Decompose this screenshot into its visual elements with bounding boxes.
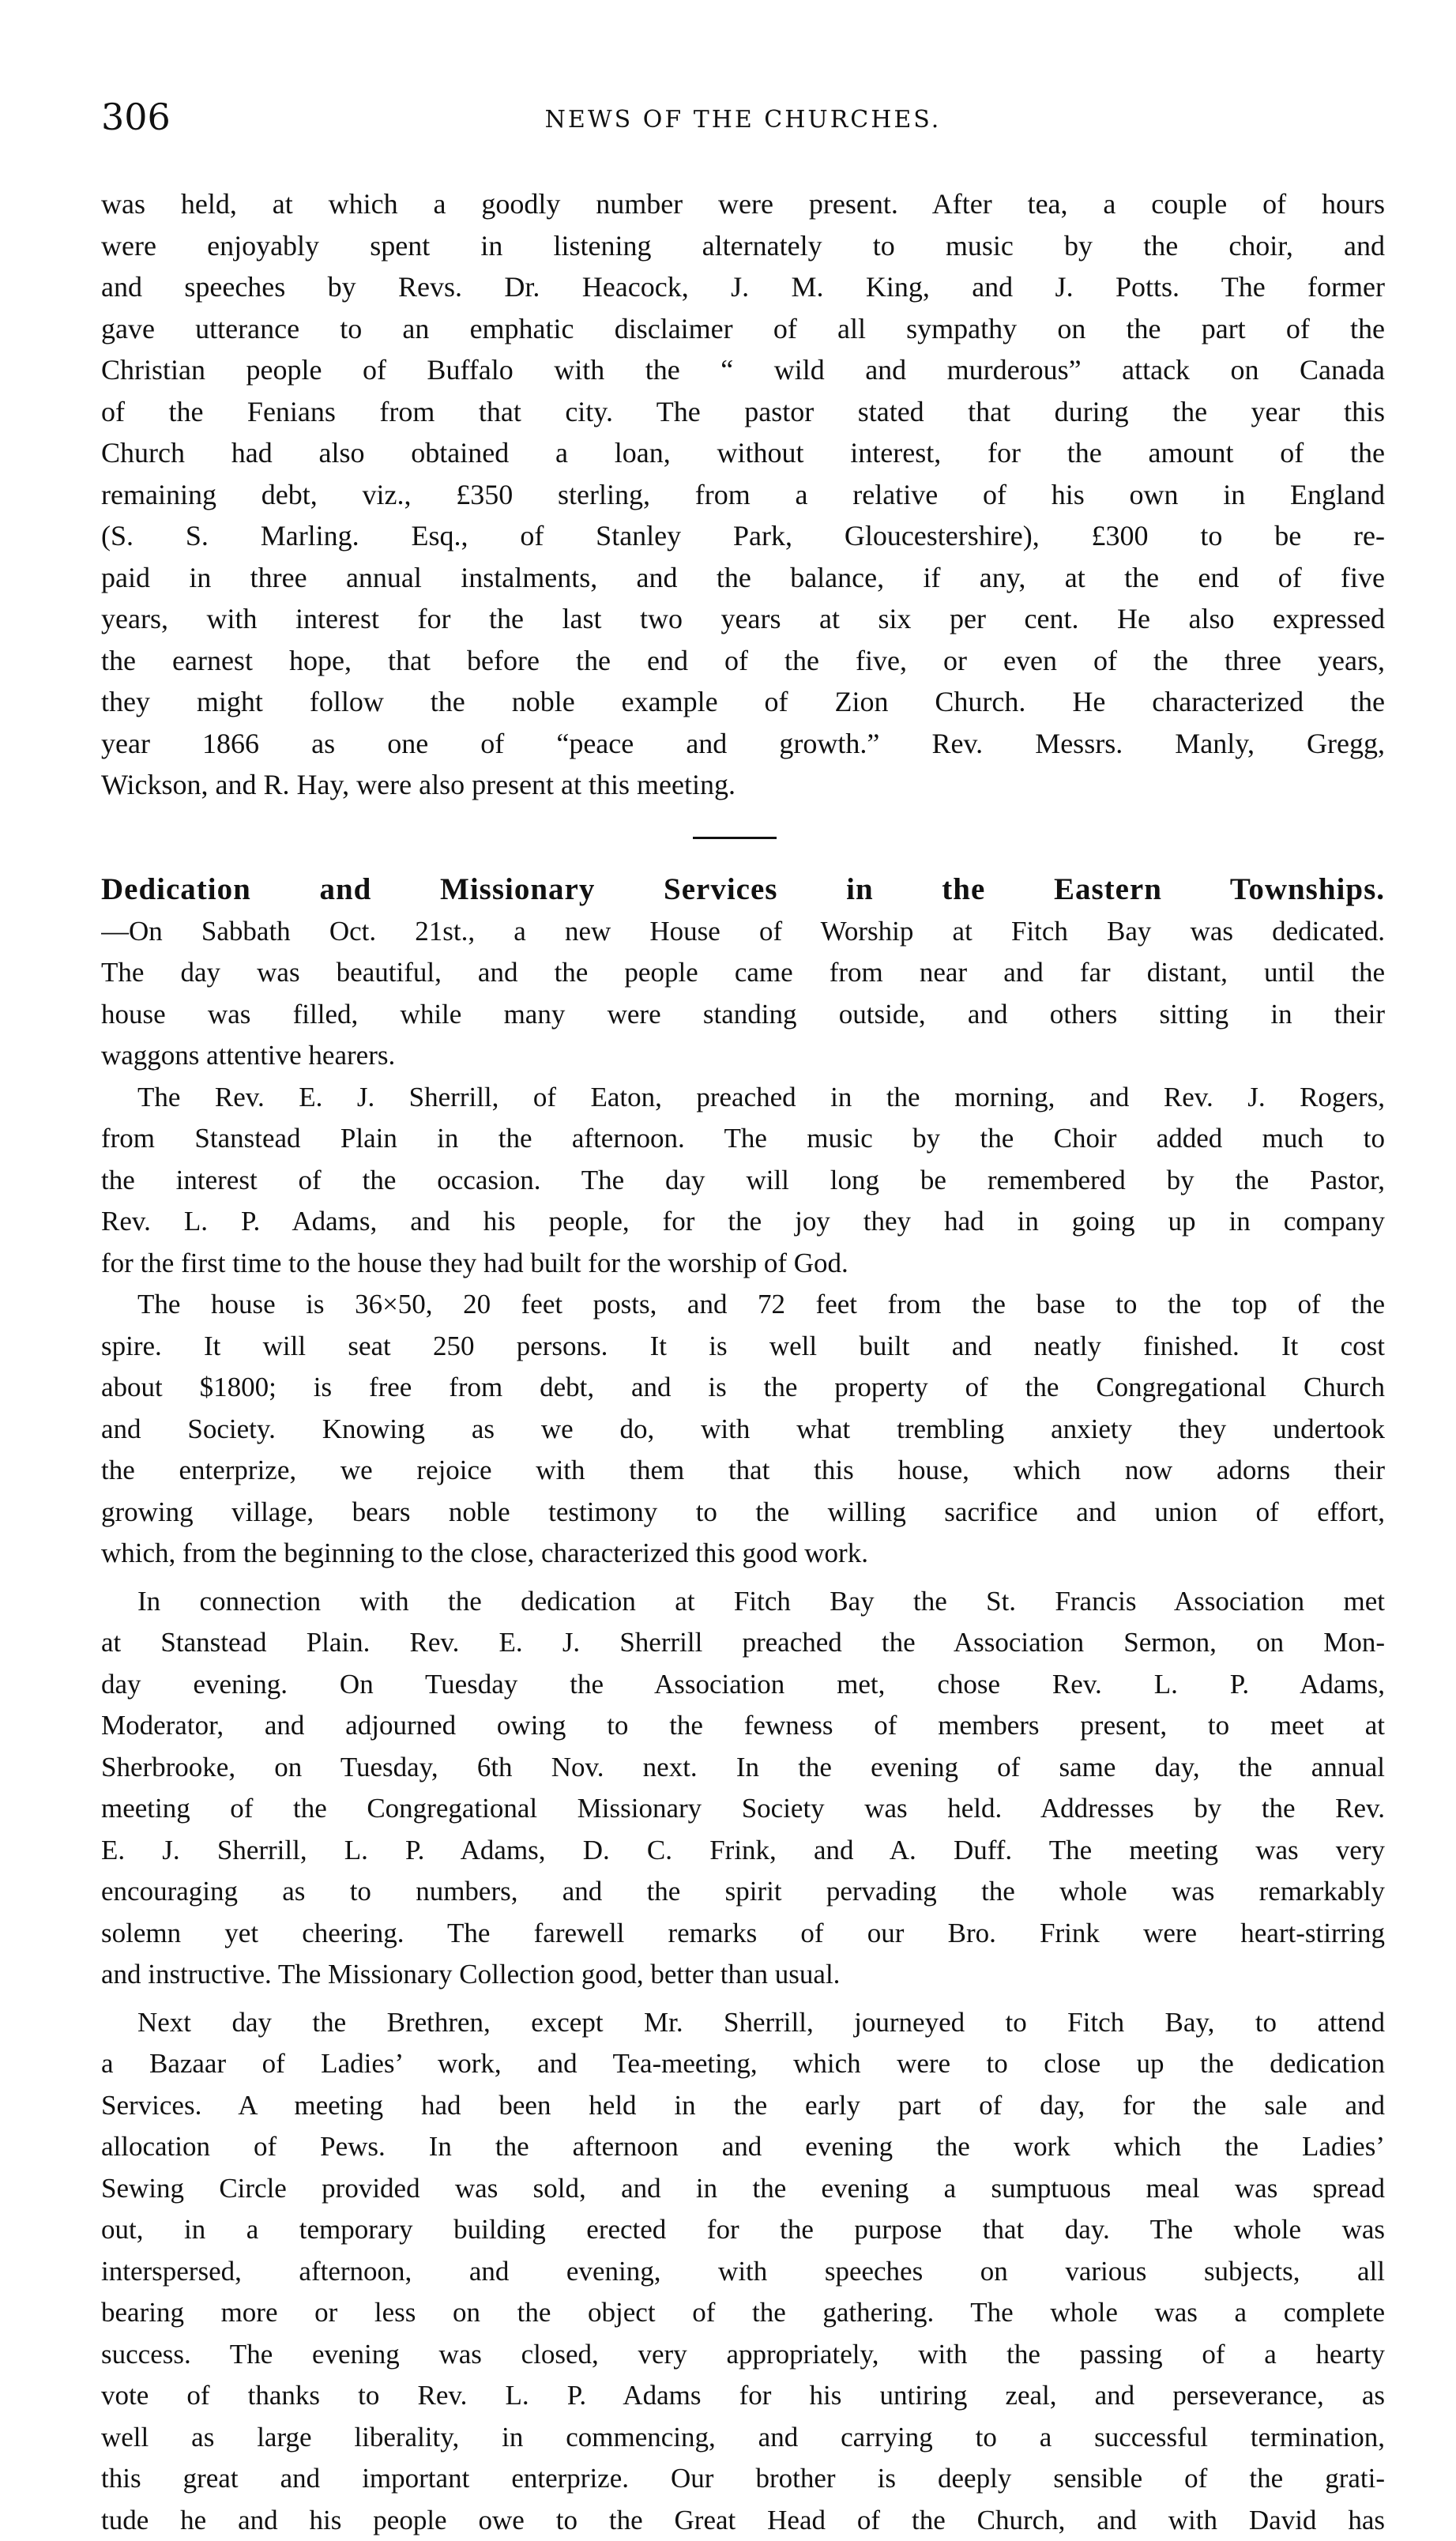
paragraph-gap (101, 1575, 1385, 1581)
text-line: and instructive. The Missionary Collection good, better than usual. (101, 1954, 1385, 1996)
text-line: which, from the beginning to the close, characterized this good work. (101, 1533, 1385, 1575)
text-line: In connection with the dedication at Fitch Bay the St. Francis Association met (101, 1581, 1385, 1623)
text-line: interspersed, afternoon, and evening, with speeches on various subjects, all (101, 2251, 1385, 2293)
text-line: The day was beautiful, and the people came from near and far distant, until the (101, 952, 1385, 994)
section-divider (693, 837, 777, 839)
text-line: Moderator, and adjourned owing to the fewness of members present, to meet at (101, 1705, 1385, 1747)
text-line: bearing more or less on the object of the gathering. The whole was a complete (101, 2292, 1385, 2334)
text-line: a Bazaar of Ladies’ work, and Tea-meeting, which were to close up the dedication (101, 2043, 1385, 2085)
paragraph-2 (101, 1077, 1385, 1285)
text-line: the earnest hope, that before the end of the five, or even of the three years, (101, 640, 1385, 682)
text-line: years, with interest for the last two years at six per cent. He also expressed (101, 598, 1385, 640)
section-heading: Dedication and Missionary Services in the Eastern Townships. (101, 869, 1385, 911)
paragraph-1 (101, 911, 1385, 1077)
text-line: and speeches by Revs. Dr. Heacock, J. M. King, and J. Potts. The former (101, 266, 1385, 308)
text-line: solemn yet cheering. The farewell remarks of our Bro. Frink were heart-stirring (101, 1913, 1385, 1955)
running-head (101, 93, 1385, 141)
text-line: growing village, bears noble testimony to the willing sacrifice and union of effort, (101, 1492, 1385, 1534)
text-line: —On Sabbath Oct. 21st., a new House of Worship at Fitch Bay was dedicated. (101, 911, 1385, 953)
text-line: they might follow the noble example of Zion Church. He characterized the (101, 681, 1385, 723)
text-line: Sherbrooke, on Tuesday, 6th Nov. next. In the evening of same day, the annual (101, 1747, 1385, 1789)
text-line: the interest of the occasion. The day will long be remembered by the Pastor, (101, 1160, 1385, 1202)
text-line: out, in a temporary building erected for the purpose that day. The whole was (101, 2209, 1385, 2251)
text-line: day evening. On Tuesday the Association met, chose Rev. L. P. Adams, (101, 1664, 1385, 1706)
text-line: and Society. Knowing as we do, with what trembling anxiety they undertook (101, 1409, 1385, 1451)
text-line: well as large liberality, in commencing, and carrying to a successful termination, (101, 2417, 1385, 2459)
text-line: tude he and his people owe to the Great Head of the Church, and with David has (101, 2500, 1385, 2541)
text-line: success. The evening was closed, very appropriately, with the passing of a hearty (101, 2334, 1385, 2376)
text-line: house was filled, while many were standing outside, and others sitting in their (101, 994, 1385, 1036)
text-line: were enjoyably spent in listening alternately to music by the choir, and (101, 225, 1385, 267)
text-line: encouraging as to numbers, and the spirit pervading the whole was remarkably (101, 1871, 1385, 1913)
text-line: The Rev. E. J. Sherrill, of Eaton, preached in the morning, and Rev. J. Rogers, (101, 1077, 1385, 1119)
text-line: year 1866 as one of “peace and growth.” Rev. Messrs. Manly, Gregg, (101, 723, 1385, 765)
text-line: gave utterance to an emphatic disclaimer of all sympathy on the part of the (101, 308, 1385, 350)
text-line: Next day the Brethren, except Mr. Sherrill, journeyed to Fitch Bay, to attend (101, 2002, 1385, 2044)
text-line: The house is 36×50, 20 feet posts, and 72 feet from the base to the top of the (101, 1284, 1385, 1326)
text-line: meeting of the Congregational Missionary Society was held. Addresses by the Rev. (101, 1788, 1385, 1830)
text-line: the enterprize, we rejoice with them that this house, which now adorns their (101, 1450, 1385, 1492)
text-line: paid in three annual instalments, and the balance, if any, at the end of five (101, 557, 1385, 599)
text-line: of the Fenians from that city. The pastor stated that during the year this (101, 391, 1385, 433)
section-one-text (101, 183, 1385, 806)
text-line: for the first time to the house they had built for the worship of God. (101, 1243, 1385, 1285)
paragraph-3 (101, 1284, 1385, 1575)
section-two-text (101, 869, 1385, 2541)
paragraph-gap (101, 1996, 1385, 2002)
paragraph-4 (101, 1581, 1385, 1996)
text-line: (S. S. Marling. Esq., of Stanley Park, Gloucestershire), £300 to be re- (101, 515, 1385, 557)
text-line: Rev. L. P. Adams, and his people, for the joy they had in going up in company (101, 1201, 1385, 1243)
text-line: about $1800; is free from debt, and is the property of the Congregational Church (101, 1367, 1385, 1409)
running-title: NEWS OF THE CHURCHES. (101, 96, 1385, 144)
text-line: spire. It will seat 250 persons. It is well built and neatly finished. It cost (101, 1326, 1385, 1368)
page-number: 306 (101, 93, 171, 141)
text-line: at Stanstead Plain. Rev. E. J. Sherrill preached the Association Sermon, on Mon- (101, 1622, 1385, 1664)
text-line: Wickson, and R. Hay, were also present at this meeting. (101, 764, 1385, 806)
text-line: Church had also obtained a loan, without interest, for the amount of the (101, 432, 1385, 474)
text-line: remaining debt, viz., £350 sterling, from a relative of his own in England (101, 474, 1385, 516)
text-line: this great and important enterprize. Our brother is deeply sensible of the grati- (101, 2458, 1385, 2500)
text-line: Sewing Circle provided was sold, and in the evening a sumptuous meal was spread (101, 2168, 1385, 2210)
text-line: vote of thanks to Rev. L. P. Adams for his untiring zeal, and perseverance, as (101, 2375, 1385, 2417)
text-line: waggons attentive hearers. (101, 1035, 1385, 1077)
paragraph-5 (101, 2002, 1385, 2541)
text-line: allocation of Pews. In the afternoon and evening the work which the Ladies’ (101, 2126, 1385, 2168)
text-line: from Stanstead Plain in the afternoon. The music by the Choir added much to (101, 1118, 1385, 1160)
text-line: E. J. Sherrill, L. P. Adams, D. C. Frink, and A. Duff. The meeting was very (101, 1830, 1385, 1872)
text-line: Services. A meeting had been held in the early part of day, for the sale and (101, 2085, 1385, 2127)
text-line: was held, at which a goodly number were present. After tea, a couple of hours (101, 183, 1385, 225)
text-line: Christian people of Buffalo with the “ wild and murderous” attack on Canada (101, 349, 1385, 391)
